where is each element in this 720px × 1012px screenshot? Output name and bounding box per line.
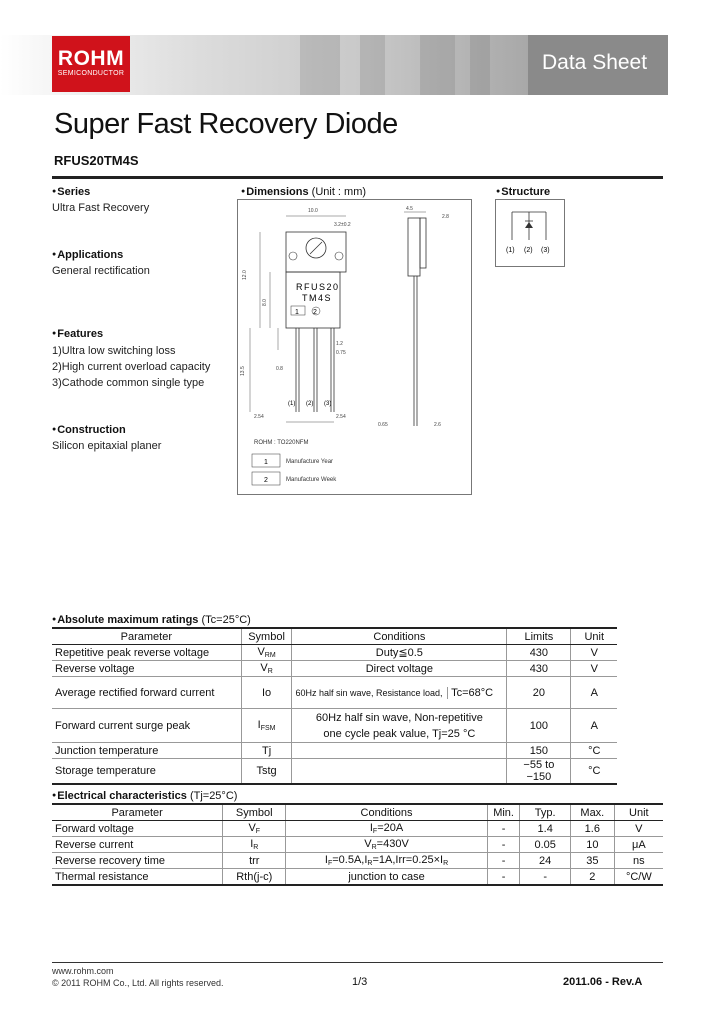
max-cell: 2: [571, 869, 615, 886]
param-cell: Storage temperature: [52, 759, 241, 785]
typ-cell: 24: [520, 853, 571, 869]
symbol-cell: $V_R$: [241, 661, 292, 677]
abs-max-heading: ● Absolute maximum ratings (Tc=25°C): [52, 614, 251, 626]
condition-cell: junction to case: [286, 869, 488, 886]
condition-cell: $V_R=430V$: [286, 837, 488, 853]
column-header: Symbol: [223, 804, 286, 821]
dim-label: 8.0: [262, 299, 268, 306]
min-cell: -: [487, 869, 520, 886]
table-header: [52, 628, 617, 645]
param-cell: Forward voltage: [52, 821, 223, 837]
divider: [52, 176, 663, 179]
dim-label: 2.8: [442, 214, 449, 220]
column-header: Conditions: [286, 804, 488, 821]
limit-cell: 20: [507, 677, 571, 709]
param-cell: Reverse recovery time: [52, 853, 223, 869]
mark-1: 1: [295, 309, 299, 316]
condition-cell: [292, 759, 507, 785]
column-header: Parameter: [52, 804, 223, 821]
pin-label: (2): [524, 247, 533, 254]
series-text: Ultra Fast Recovery: [52, 202, 150, 214]
symbol-cell: trr: [223, 853, 286, 869]
revision: 2011.06 - Rev.A: [563, 976, 643, 988]
structure-diagram: [495, 199, 565, 267]
unit-cell: A: [571, 709, 617, 743]
param-cell: Reverse current: [52, 837, 223, 853]
pin-label: (1): [506, 247, 515, 254]
pin-label: (2): [306, 401, 314, 407]
dim-label: 2.6: [434, 422, 441, 428]
dim-label: 0.8: [276, 366, 283, 372]
doc-type-box: [528, 35, 668, 95]
mark-2: 2: [313, 309, 317, 316]
symbol-cell: $I_{FSM}$: [241, 709, 292, 743]
symbol-cell: Rth(j-c): [223, 869, 286, 886]
features-title: ● Features: [52, 328, 103, 340]
column-header: Min.: [487, 804, 520, 821]
column-header: Max.: [571, 804, 615, 821]
condition-cell: Direct voltage: [292, 661, 507, 677]
dim-label: 4.5: [406, 206, 413, 212]
max-cell: 1.6: [571, 821, 615, 837]
feature-item: 1)Ultra low switching loss: [52, 345, 176, 357]
pin-label: (1): [288, 401, 296, 407]
typ-cell: -: [520, 869, 571, 886]
legend-label: Manufacture Week: [286, 477, 337, 483]
table-row: [52, 645, 617, 661]
doc-type: Data Sheet: [542, 51, 648, 74]
pin-label: (3): [541, 247, 550, 254]
unit-cell: °C: [571, 759, 617, 785]
param-cell: Junction temperature: [52, 743, 241, 759]
condition-cell: $I_F=0.5A,I_R=1A,Irr=0.25\times I_R$: [286, 853, 488, 869]
column-header: Unit: [614, 804, 663, 821]
table-header: [52, 804, 663, 821]
abs-max-table: [52, 627, 617, 785]
pin-label: (3): [324, 401, 332, 407]
dimensions-drawing: [237, 199, 472, 495]
elec-heading: ● Electrical characteristics (Tj=25°C): [52, 790, 237, 802]
structure-title: ● Structure: [496, 186, 550, 198]
min-cell: -: [487, 821, 520, 837]
table-row: [52, 743, 617, 759]
unit-cell: μA: [614, 837, 663, 853]
unit-cell: V: [571, 661, 617, 677]
dim-label: 12.0: [242, 270, 248, 280]
limit-cell: 150: [507, 743, 571, 759]
column-header: Symbol: [241, 628, 292, 645]
dim-label: 2.54: [336, 414, 346, 420]
page-number: 1/3: [352, 976, 368, 988]
marking-line2: TM4S: [302, 293, 333, 303]
dim-label: 3.2±0.2: [334, 222, 351, 228]
unit-cell: °C/W: [614, 869, 663, 886]
applications-text: General rectification: [52, 265, 150, 277]
symbol-cell: $V_F$: [223, 821, 286, 837]
limit-cell: 100: [507, 709, 571, 743]
symbol-cell: Io: [241, 677, 292, 709]
series-title: ● Series: [52, 186, 90, 198]
package-outline-svg: [238, 200, 471, 494]
dim-label: 0.75: [336, 350, 346, 356]
condition-cell: 60Hz half sin wave, Non-repetitive one cycle peak value, Tj=25 °C: [292, 709, 507, 743]
condition-cell: 60Hz half sin wave, Resistance load, Tc=68°C: [292, 677, 507, 709]
column-header: Unit: [571, 628, 617, 645]
legend-key: 2: [264, 477, 268, 484]
part-number: RFUS20TM4S: [54, 153, 139, 168]
unit-cell: V: [571, 645, 617, 661]
dim-label: 10.0: [308, 208, 318, 214]
param-cell: Forward current surge peak: [52, 709, 241, 743]
max-cell: 10: [571, 837, 615, 853]
table-row: [52, 853, 663, 869]
symbol-cell: Tj: [241, 743, 292, 759]
column-header: Parameter: [52, 628, 241, 645]
column-header: Conditions: [292, 628, 507, 645]
table-row: [52, 869, 663, 886]
construction-title: ● Construction: [52, 424, 126, 436]
dimensions-heading: ● Dimensions (Unit : mm): [241, 186, 366, 198]
table-row: [52, 837, 663, 853]
legend-key: 1: [264, 459, 268, 466]
elec-table: [52, 803, 663, 886]
dim-label: 1.2: [336, 341, 343, 347]
table-row: [52, 759, 617, 785]
param-cell: Thermal resistance: [52, 869, 223, 886]
dim-label: 0.65: [378, 422, 388, 428]
max-cell: 35: [571, 853, 615, 869]
typ-cell: 0.05: [520, 837, 571, 853]
table-row: [52, 661, 617, 677]
symbol-cell: $I_R$: [223, 837, 286, 853]
package-name: ROHM : TO220NFM: [254, 440, 309, 446]
condition-cell: Duty≦0.5: [292, 645, 507, 661]
column-header: Typ.: [520, 804, 571, 821]
unit-cell: A: [571, 677, 617, 709]
min-cell: -: [487, 853, 520, 869]
rohm-logo: ROHM SEMICONDUCTOR: [52, 36, 130, 92]
min-cell: -: [487, 837, 520, 853]
feature-item: 3)Cathode common single type: [52, 377, 205, 389]
page-title: Super Fast Recovery Diode: [54, 108, 398, 140]
diode-schematic-svg: [496, 200, 564, 266]
typ-cell: 1.4: [520, 821, 571, 837]
dim-label: 13.5: [240, 366, 246, 376]
param-cell: Repetitive peak reverse voltage: [52, 645, 241, 661]
legend-label: Manufacture Year: [286, 459, 334, 465]
table-row: [52, 677, 617, 709]
unit-cell: °C: [571, 743, 617, 759]
marking-line1: RFUS20: [296, 282, 340, 292]
unit-cell: ns: [614, 853, 663, 869]
footer-url[interactable]: www.rohm.com: [52, 966, 114, 976]
dim-label: 2.54: [254, 414, 264, 420]
limit-cell: 430: [507, 645, 571, 661]
param-cell: Reverse voltage: [52, 661, 241, 677]
limit-cell: −55 to −150: [507, 759, 571, 785]
condition-cell: $I_F=20A$: [286, 821, 488, 837]
table-row: [52, 821, 663, 837]
column-header: Limits: [507, 628, 571, 645]
condition-cell: [292, 743, 507, 759]
limit-cell: 430: [507, 661, 571, 677]
symbol-cell: Tstg: [241, 759, 292, 785]
applications-title: ● Applications: [52, 249, 123, 261]
symbol-cell: $V_{RM}$: [241, 645, 292, 661]
footer-divider: [52, 962, 663, 963]
feature-item: 2)High current overload capacity: [52, 361, 211, 373]
construction-text: Silicon epitaxial planer: [52, 440, 162, 452]
unit-cell: V: [614, 821, 663, 837]
table-row: [52, 709, 617, 743]
param-cell: Average rectified forward current: [52, 677, 241, 709]
footer-copyright: © 2011 ROHM Co., Ltd. All rights reserved.: [52, 978, 224, 988]
